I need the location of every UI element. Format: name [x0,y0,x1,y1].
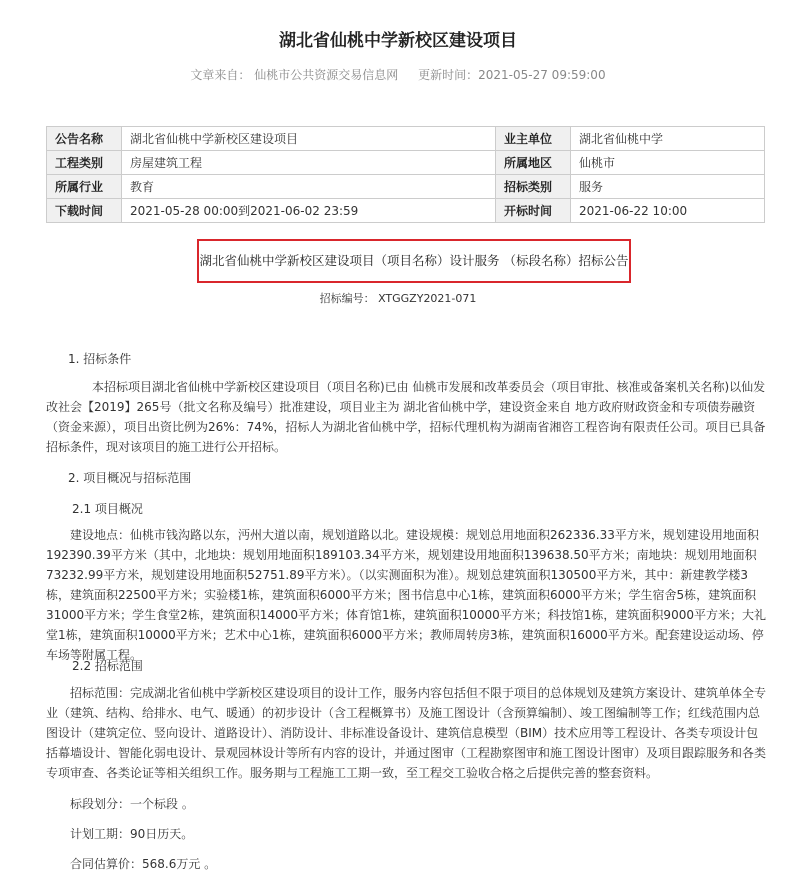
source-label: 文章来自： [190,68,251,82]
updated-value: 2021-05-27 09:59:00 [478,68,606,82]
section-2-1-text: 建设地点：仙桃市钱沟路以东，沔州大道以南，规划道路以北。建设规模：规划总用地面积262336.33平方米，规划建设用地面积192390.39平方米（其中，北地块：规划用地面积189103.34平方米，规划建设用地面积139638.50平方米；南地块：规划用地面积73232.99平方米，规划建设用地面积52751.89平方米）。（以实测面积为准）。规划总建筑面积130500平方米，其中：新建教学楼3栋，建筑面积22500平方米；实验楼1栋，建筑面积6000平方米；图书信息中心1栋，建筑面积6000平方米；学生宿舍5栋，建筑面积31000平方米；学生食堂2栋，建筑面积14000平方米；体育馆1栋，建筑面积10000平方米；科技馆1栋，建筑面积9000平方米；大礼堂1栋，建筑面积10000平方米；艺术中心1栋，建筑面积6000平方米；教师周转房3栋，建筑面积16000平方米。配套建设运动场、停车场等附属工程。 [46,528,766,662]
table-row [47,199,765,223]
value-cell: 教育 [122,175,496,199]
table-row [47,127,765,151]
section-2-2-heading: 2.2 招标范围 [72,659,143,673]
label-cell: 所属行业 [47,175,122,199]
label-cell: 招标类别 [496,175,571,199]
section-2-1-heading: 2.1 项目概况 [72,502,143,516]
source-value: 仙桃市公共资源交易信息网 [254,68,399,82]
updated-label: 更新时间： [418,68,479,82]
lot-division: 标段划分：一个标段 。 [70,797,194,811]
label-cell: 公告名称 [47,127,122,151]
update-info [418,68,605,82]
section-2-2-text: 招标范围：完成湖北省仙桃中学新校区建设项目的设计工作，服务内容包括但不限于项目的总体规划及建筑方案设计、建筑单体全专业（建筑、结构、给排水、电气、暖通）的初步设计（含工程概算书）及施工图设计（含预算编制）、竣工图编制等工作；红线范围内总图设计（建筑定位、竖向设计、道路设计）、消防设计、非标准设备设计、建筑信息模型（BIM）技术应用等工程设计、各类专项设计包括幕墙设计、智能化弱电设计、景观园林设计等所有内容的设计，并通过图审（工程勘察图审和施工图设计图审）及项目跟踪服务和各类专项审查、各类论证等相关组织工作。服务期与工程施工工期一致，至工程交工验收合格之后提供完善的整套资料。 [46,686,767,780]
project-info-table [46,126,765,223]
label-cell: 工程类别 [47,151,122,175]
value-cell: 房屋建筑工程 [122,151,496,175]
section-1-heading: 1. 招标条件 [68,352,132,366]
estimated-price: 合同估算价：568.6万元 。 [70,857,217,871]
source-info [190,68,398,82]
label-cell: 所属地区 [496,151,571,175]
section-1-text: 本招标项目湖北省仙桃中学新校区建设项目（项目名称)已由 仙桃市发展和改革委员会（项目审批、核准或备案机关名称)以仙发改社会【2019】265号（批文名称及编号）批准建设，项目业主为 湖北省仙桃中学，建设资金来自 地方政府财政资金和专项债券融资（资金来源），项目出资比例为26%：74%，招标人为湖北省仙桃中学，招标代理机构为湖南省湘咨工程咨询有限责任公司。项目已具备招标条件，现对该项目的施工进行公开招标。 [46,380,766,454]
notice-title-box: 湖北省仙桃中学新校区建设项目（项目名称）设计服务 （标段名称）招标公告 [197,239,631,283]
value-cell: 2021-06-22 10:00 [571,199,765,223]
article-meta [0,66,796,83]
page-title: 湖北省仙桃中学新校区建设项目 [279,31,517,51]
label-cell: 开标时间 [496,199,571,223]
tender-number: 招标编号： XTGGZY2021-071 [319,292,477,305]
section-2-heading: 2. 项目概况与招标范围 [68,471,192,485]
value-cell: 湖北省仙桃中学 [571,127,765,151]
value-cell: 湖北省仙桃中学新校区建设项目 [122,127,496,151]
table-row [47,175,765,199]
value-cell: 2021-05-28 00:00到2021-06-02 23:59 [122,199,496,223]
value-cell: 仙桃市 [571,151,765,175]
planned-period: 计划工期：90日历天。 [70,827,194,841]
table-row [47,151,765,175]
value-cell: 服务 [571,175,765,199]
label-cell: 业主单位 [496,127,571,151]
label-cell: 下载时间 [47,199,122,223]
